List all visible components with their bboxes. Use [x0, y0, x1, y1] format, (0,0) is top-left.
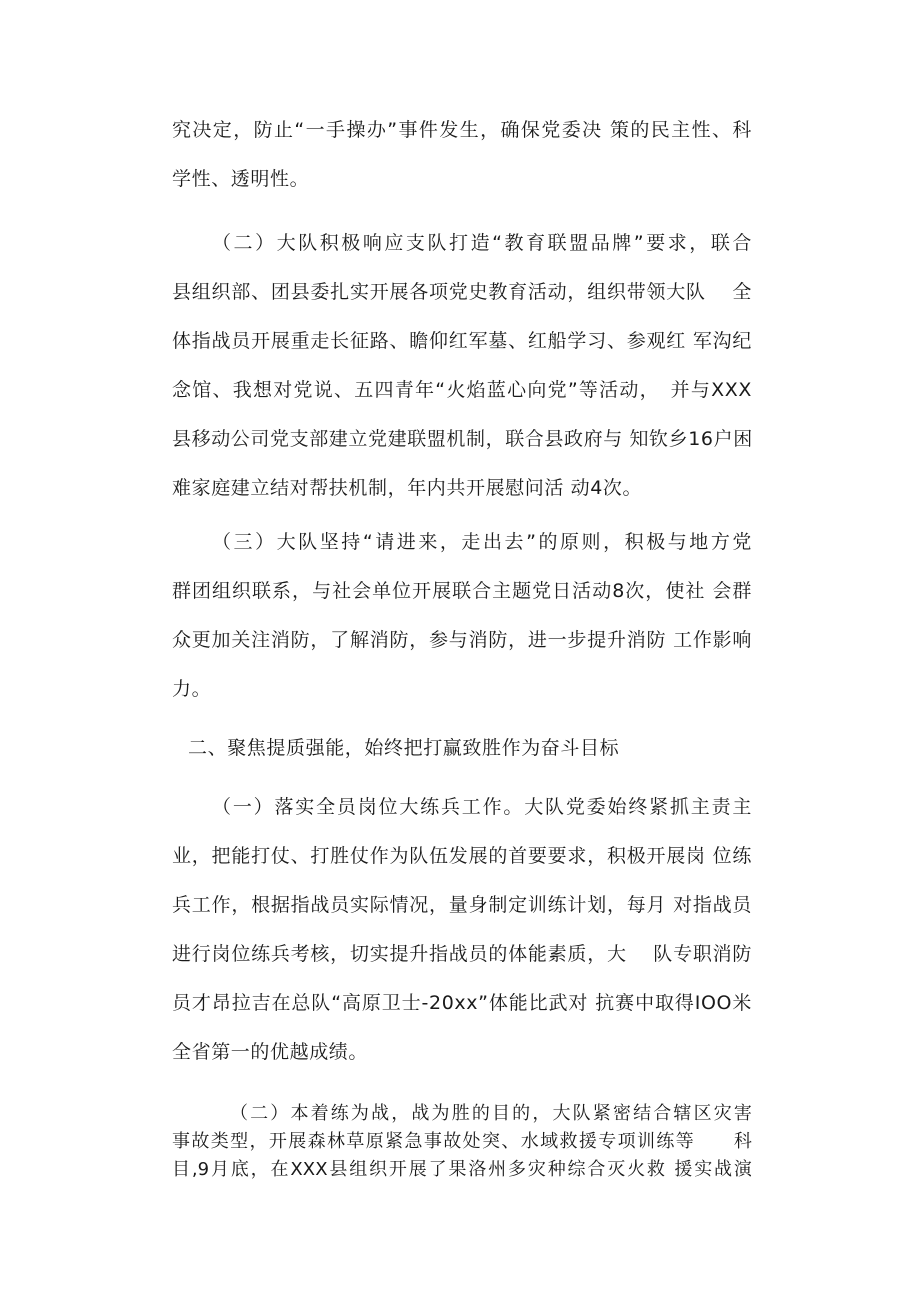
paragraph-first-line: （三）大队坚持“请进来，走出去”的原则，积极与地方党: [212, 531, 752, 553]
body-text-line: 进行岗位练兵考核，切实提升指战员的体能素质，大 队专职消防: [172, 943, 752, 965]
body-text-line: 念馆、我想对党说、五四青年“火焰蓝心向党”等活动， 并与XXX: [172, 379, 752, 401]
body-text-line: 兵工作，根据指战员实际情况，量身制定训练计划，每月 对指战员: [172, 894, 752, 916]
paragraph-first-line: （二）本着练为战，战为胜的目的，大队紧密结合辖区灾害: [230, 1103, 752, 1124]
body-text-line: 力。: [172, 678, 212, 700]
paragraph-first-line: （一）落实全员岗位大练兵工作。大队党委始终紧抓主责主: [212, 796, 752, 818]
body-text-line: 员才昂拉吉在总队“高原卫士-20xx”体能比武对 抗赛中取得IOO米: [172, 992, 752, 1014]
body-text-line: 群团组织联系，与社会单位开展联合主题党日活动8次，使社 会群: [172, 580, 752, 602]
body-text-line: 众更加关注消防，了解消防，参与消防，进一步提升消防 工作影响: [172, 629, 752, 651]
section-heading: 二、聚焦提质强能，始终把打赢致胜作为奋斗目标: [188, 737, 620, 759]
body-text-line: 县移动公司党支部建立党建联盟机制，联合县政府与 知钦乡16户困: [172, 428, 753, 450]
paragraph-first-line: （二）大队积极响应支队打造“教育联盟品牌”要求，联合: [212, 232, 752, 254]
body-text-line: 体指战员开展重走长征路、瞻仰红军墓、红船学习、参观红 军沟纪: [172, 330, 752, 352]
body-text-line: 学性、透明性。: [172, 168, 310, 190]
body-text-line: 全省第一的优越成绩。: [172, 1041, 369, 1063]
body-text-line: 业，把能打仗、打胜仗作为队伍发展的首要要求，积极开展岗 位练: [172, 845, 752, 867]
body-text-line: 事故类型，开展森林草原紧急事故处突、水域救援专项训练等 科: [172, 1131, 752, 1152]
body-text-line: 难家庭建立结对帮扶机制，年内共开展慰问活 动4次。: [172, 477, 643, 499]
body-text-line: 究决定，防止“一手操办”事件发生，确保党委决 策的民主性、科: [172, 119, 752, 141]
body-text-line: 目,9月底，在XXX县组织开展了果洛州多灾种综合灭火救 援实战演: [172, 1159, 752, 1180]
body-text-line: 县组织部、团县委扎实开展各项党史教育活动，组织带领大队 全: [172, 281, 752, 303]
